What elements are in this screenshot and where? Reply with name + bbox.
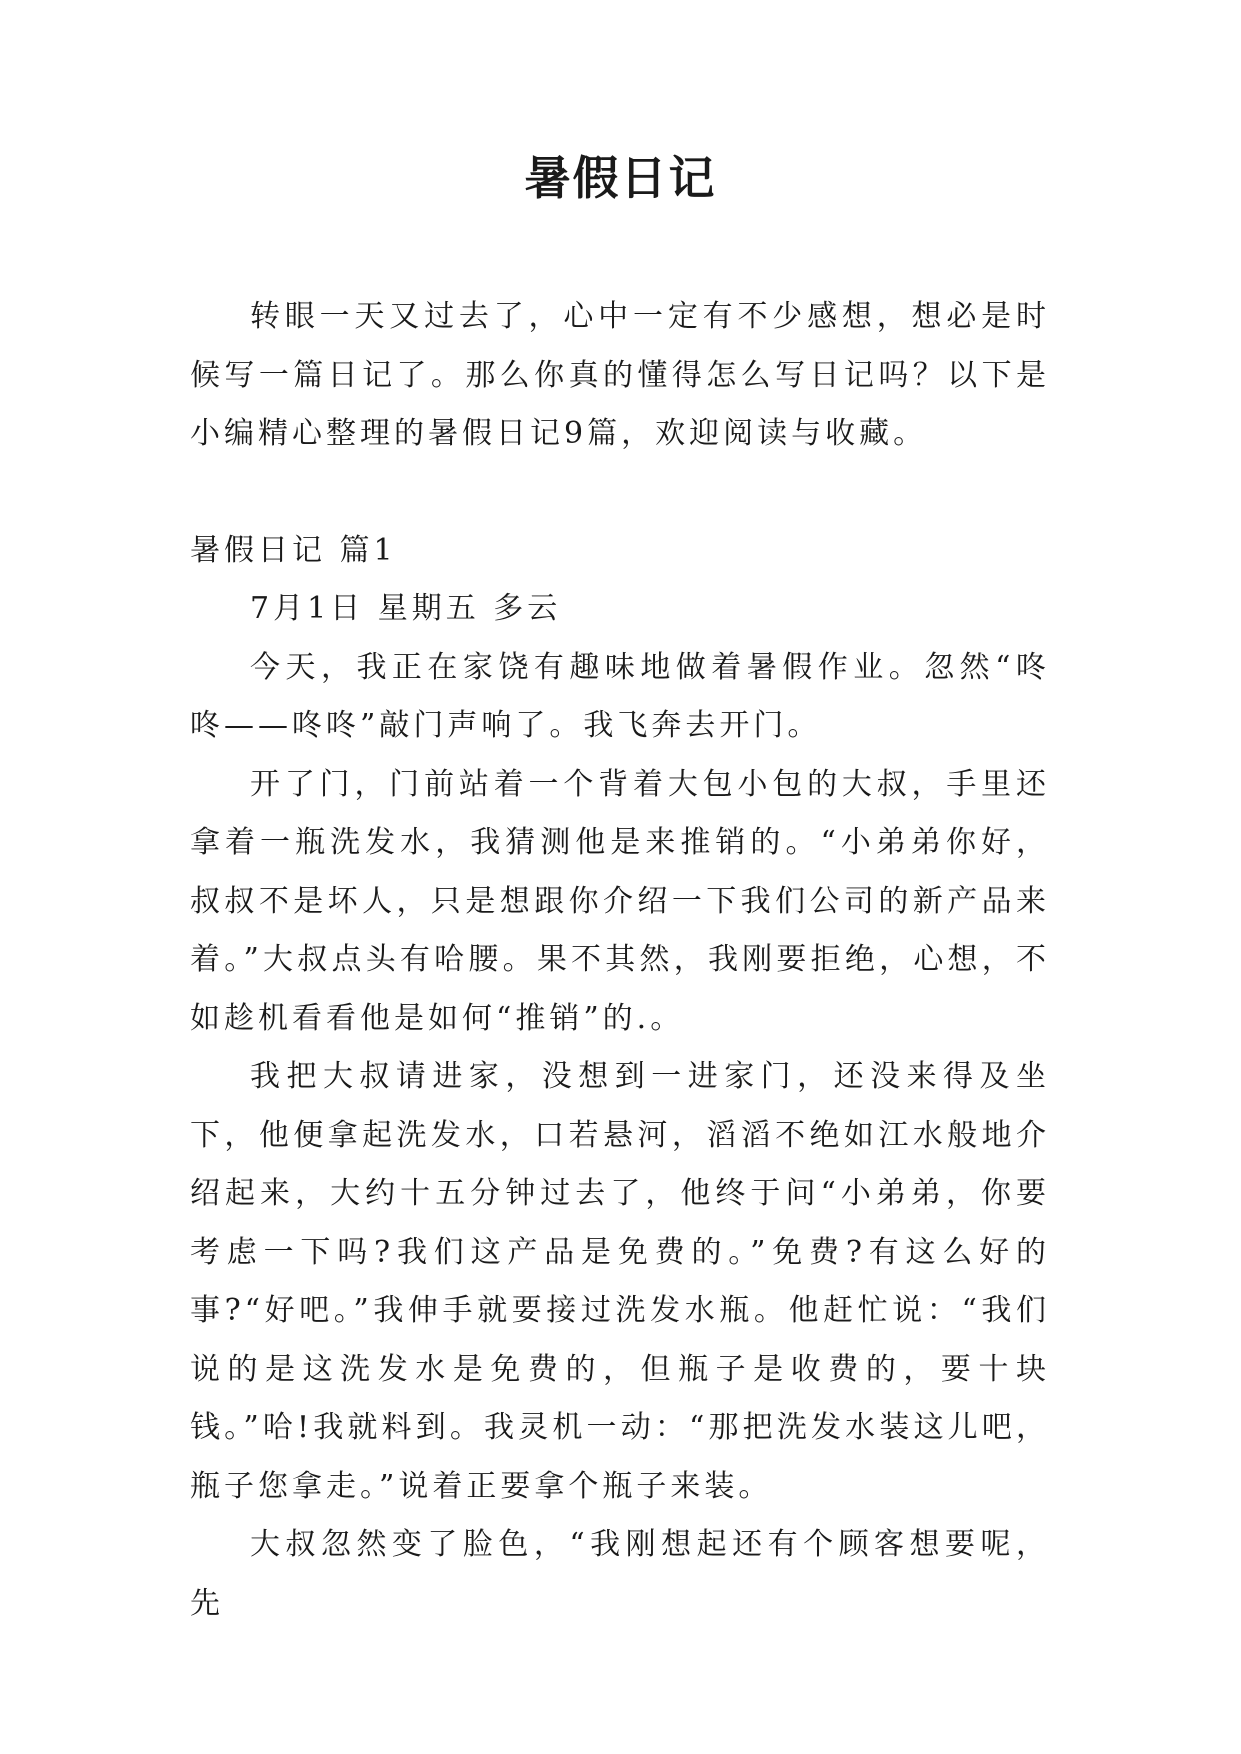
body-paragraph: 我把大叔请进家，没想到一进家门，还没来得及坐下，他便拿起洗发水，口若悬河，滔滔不绝如江水般地介绍起来，大约十五分钟过去了，他终于问“小弟弟，你要考虑一下吗?我们这产品是免费的。”免费?有这么好的事?“好吧。”我伸手就要接过洗发水瓶。他赶忙说：“我们说的是这洗发水是免费的，但瓶子是收费的，要十块钱。”哈!我就料到。我灵机一动：“那把洗发水装这儿吧，瓶子您拿走。”说着正要拿个瓶子来装。	[190, 1059, 1050, 1504]
body-paragraph: 今天，我正在家饶有趣味地做着暑假作业。忽然“咚咚——咚咚”敲门声响了。我飞奔去开门。	[190, 649, 1050, 743]
date-line: 7月1日 星期五 多云	[250, 591, 562, 626]
intro-paragraph: 转眼一天又过去了，心中一定有不少感想，想必是时候写一篇日记了。那么你真的懂得怎么写日记吗？以下是小编精心整理的暑假日记9篇，欢迎阅读与收藏。	[190, 299, 1050, 451]
body-paragraph: 开了门，门前站着一个背着大包小包的大叔，手里还拿着一瓶洗发水，我猜测他是来推销的。“小弟弟你好，叔叔不是坏人，只是想跟你介绍一下我们公司的新产品来着。”大叔点头有哈腰。果不其然，我刚要拒绝，心想，不如趁机看看他是如何“推销”的.。	[190, 766, 1050, 1036]
body-paragraph: 大叔忽然变了脸色，“我刚想起还有个顾客想要呢，先	[190, 1527, 1050, 1621]
document-body	[190, 288, 1050, 1633]
section-heading: 暑假日记 篇1	[190, 532, 397, 568]
document-title: 暑假日记	[524, 151, 717, 205]
spacer	[190, 464, 1050, 522]
